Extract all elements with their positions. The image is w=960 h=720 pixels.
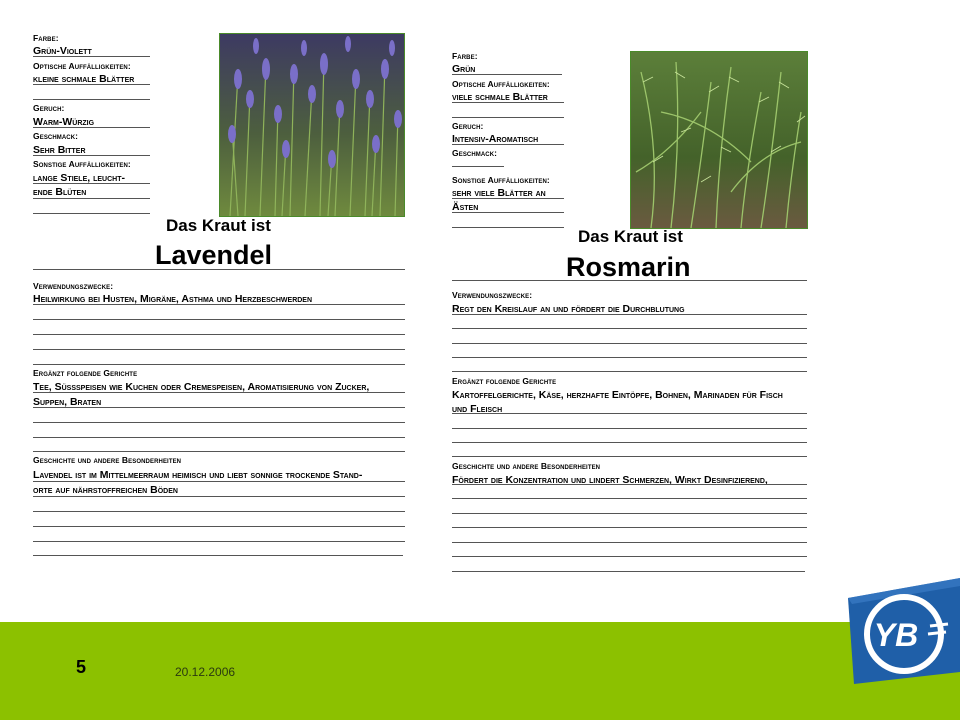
lavender-plant-image [220, 34, 404, 216]
rosmarin-farbe-value: Grün [452, 63, 476, 75]
rosmarin-farbe-label: Farbe: [452, 51, 478, 61]
lavendel-sonstige-value-2: ende Blüten [33, 186, 87, 198]
lavendel-verwendung-value: Heilwirkung bei Husten, Migräne, Asthma und Herzbeschwerden [33, 293, 313, 305]
footer-date: 20.12.2006 [175, 665, 236, 679]
rosmarin-geschichte-label: Geschichte und andere Besonderheiten [452, 461, 601, 471]
lavendel-sonstige-value-1: lange Stiele, leucht- [33, 172, 125, 184]
rosmarin-gerichte-label: Ergänzt folgende Gerichte [452, 376, 557, 386]
rosmarin-sonstige-label: Sonstige Auffälligkeiten: [452, 175, 550, 185]
lavendel-name: Lavendel [155, 240, 273, 270]
lavendel-kraut-intro: Das Kraut ist [166, 216, 271, 235]
rosmarin-gerichte-value-2: und Fleisch [452, 403, 503, 415]
rosmarin-geruch-value: Intensiv-Aromatisch [452, 133, 539, 145]
lavendel-geschichte-label: Geschichte und andere Besonderheiten [33, 455, 182, 465]
yb-logo-text: YB [873, 617, 919, 653]
lavendel-geschmack-label: Geschmack: [33, 131, 79, 141]
rosmarin-geschichte-value-1: Fördert die Konzentration und lindert Schmerzen, Wirkt Desinfizierend, [452, 474, 768, 486]
rosmarin-sonstige-value-1: sehr viele Blätter an [452, 187, 546, 199]
rosmarin-geschmack-label: Geschmack: [452, 148, 498, 158]
lavendel-gerichte-value-2: Suppen, Braten [33, 396, 102, 408]
rosmarin-verwendung-label: Verwendungszwecke: [452, 290, 533, 300]
rosmarin-kraut-intro: Das Kraut ist [578, 227, 683, 246]
lavendel-verwendung-label: Verwendungszwecke: [33, 281, 114, 291]
lavendel-geruch-value: Warm-Würzig [33, 116, 95, 128]
lavendel-farbe-label: Farbe: [33, 33, 59, 43]
lavendel-geschichte-value-2: orte auf nährstoffreichen Böden [33, 484, 178, 496]
rosmarin-name: Rosmarin [566, 252, 691, 282]
yb-logo [844, 576, 960, 684]
rosmarin-verwendung-value: Regt den Kreislauf an und fördert die Durchblutung [452, 303, 685, 315]
lavendel-photo [219, 33, 405, 217]
lavendel-optisch-value: kleine schmale Blätter [33, 73, 135, 85]
footer-bar [0, 622, 960, 720]
rosemary-plant-image [631, 52, 807, 228]
lavendel-optisch-label: Optische Auffälligkeiten: [33, 61, 131, 71]
lavendel-farbe-value: Grün-Violett [33, 45, 92, 57]
lavendel-gerichte-value-1: Tee, Süssspeisen wie Kuchen oder Cremespeisen, Aromatisierung von Zucker, [33, 381, 370, 393]
rosmarin-sonstige-value-2: Ästen [452, 201, 479, 213]
lavendel-geruch-label: Geruch: [33, 103, 65, 113]
lavendel-gerichte-label: Ergänzt folgende Gerichte [33, 368, 138, 378]
rosmarin-photo [630, 51, 808, 229]
rosmarin-gerichte-value-1: Kartoffelgerichte, Käse, herzhafte Eintöpfe, Bohnen, Marinaden für Fisch [452, 389, 783, 401]
rosmarin-optisch-label: Optische Auffälligkeiten: [452, 79, 550, 89]
lavendel-geschmack-value: Sehr Bitter [33, 144, 86, 156]
rosmarin-geruch-label: Geruch: [452, 121, 484, 131]
page-number: 5 [76, 657, 87, 677]
lavendel-geschichte-value-1: Lavendel ist im Mittelmeerraum heimisch und liebt sonnige trockende Stand- [33, 469, 363, 481]
lavendel-sonstige-label: Sonstige Auffälligkeiten: [33, 159, 131, 169]
rosmarin-optisch-value: viele schmale Blätter [452, 91, 548, 103]
